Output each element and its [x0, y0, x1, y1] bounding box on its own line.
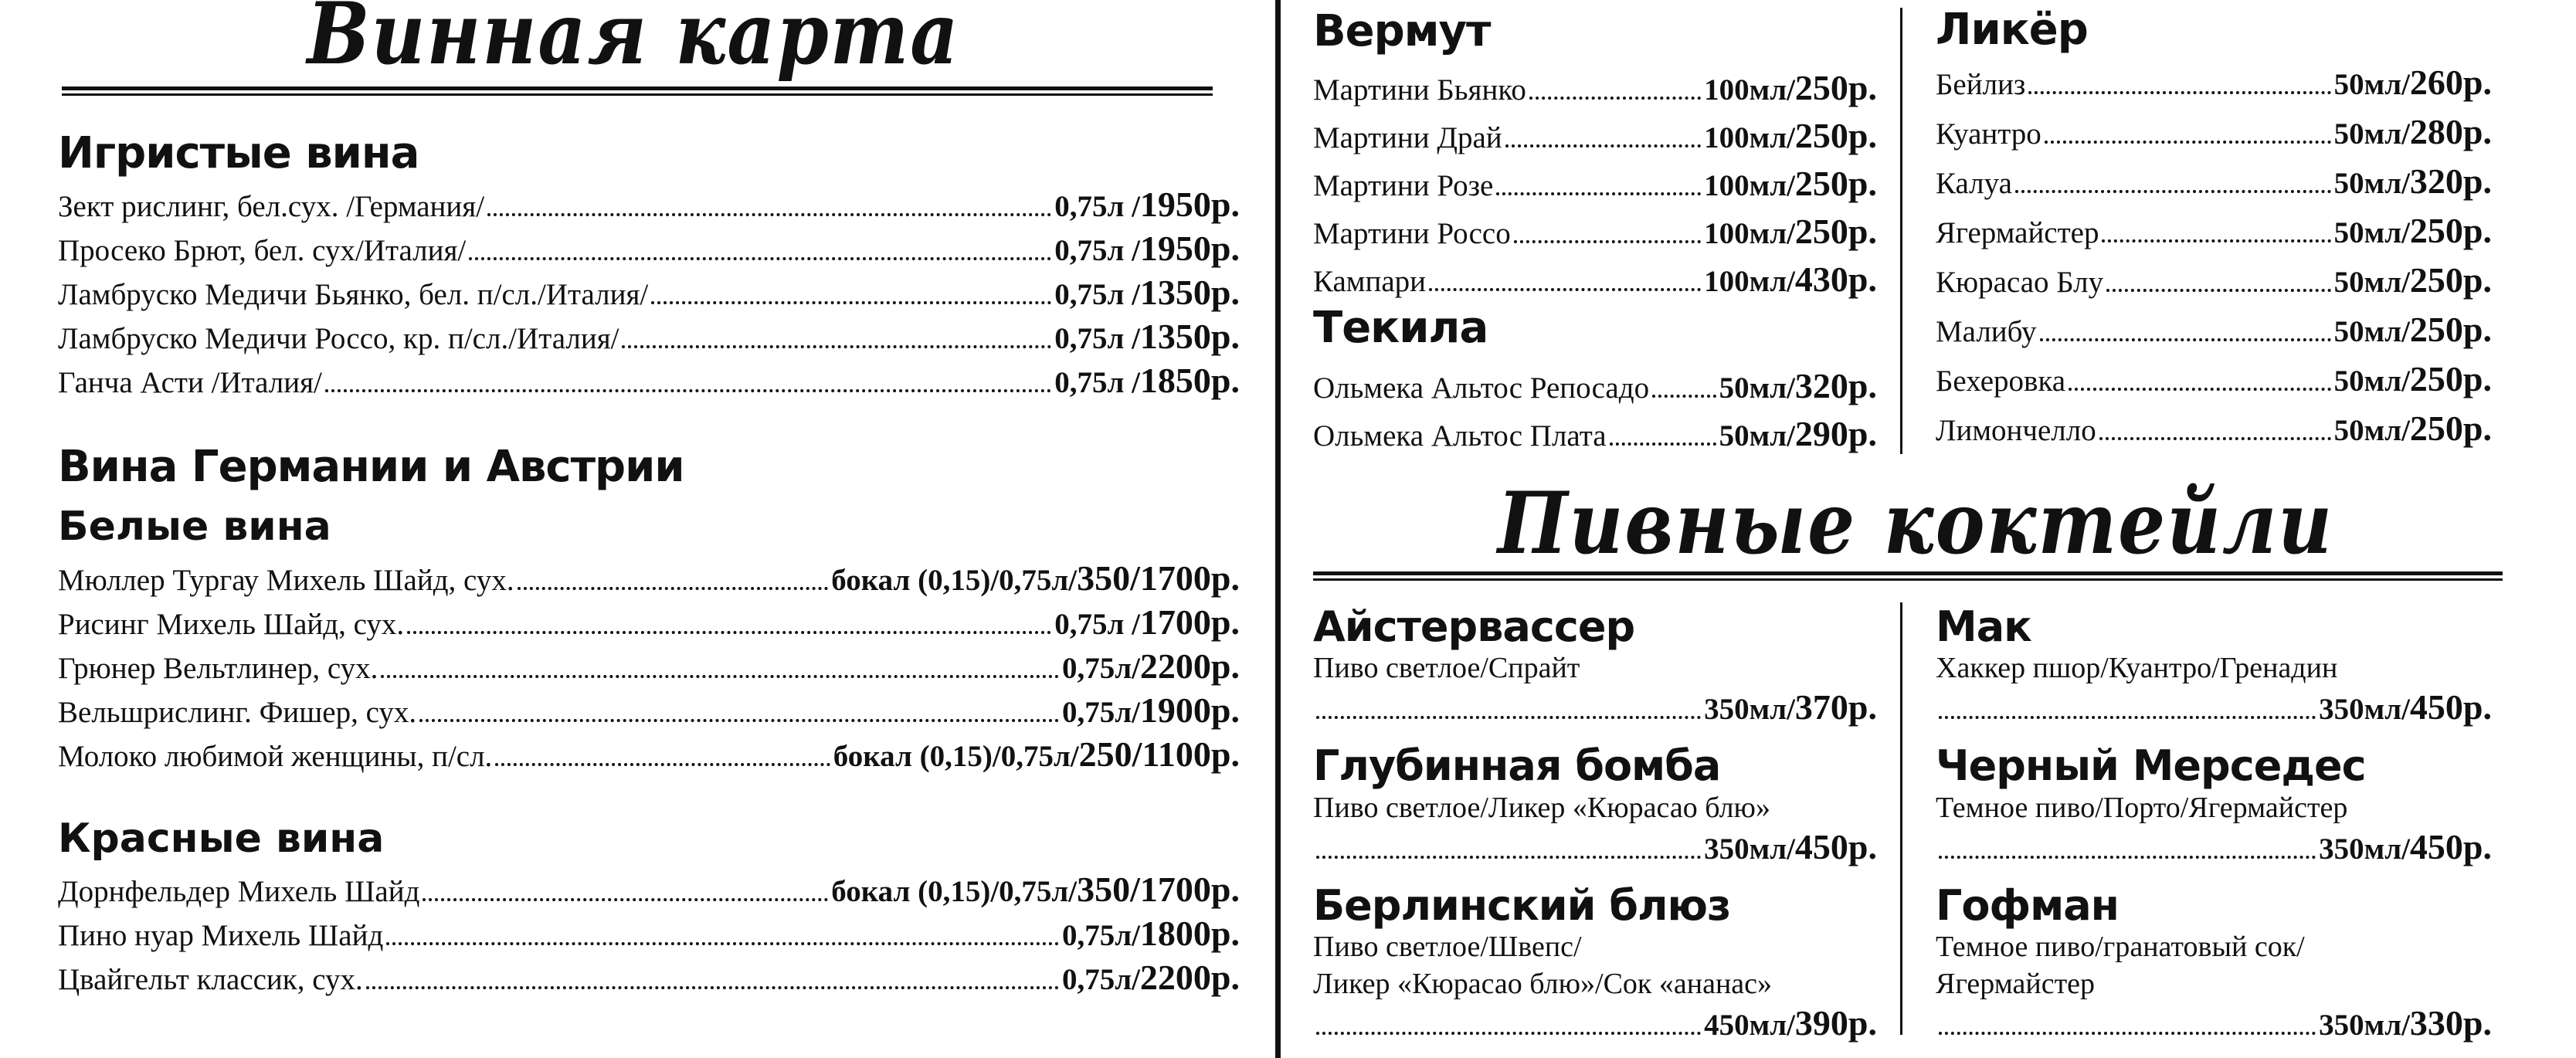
section-heading-germany: Вина Германии и Австрии [58, 442, 684, 492]
item-name: Молоко любимой женщины, п/сл. [58, 740, 493, 773]
cocktail-item [1313, 743, 1877, 870]
item-price: 330р. [2409, 1003, 2492, 1043]
item-name: Мюллер Тургау Михель Шайд, сух. [58, 564, 514, 597]
cocktail-item [1313, 880, 1877, 1046]
item-price-group [1704, 687, 1877, 731]
dot-leader [1529, 71, 1701, 100]
item-price: 250р. [2409, 260, 2492, 300]
cocktail-ingredients: Пиво светлое/Ликер «Кюрасао блю» [1313, 791, 1770, 824]
item-volume: 50мл/ [2333, 266, 2410, 299]
item-price-group [1704, 1002, 1877, 1046]
menu-item-row [1936, 405, 2492, 454]
cocktail-name: Мак [1936, 602, 2031, 651]
menu-item-row [58, 558, 1240, 602]
item-price: 2200р. [1139, 646, 1240, 686]
section-heading-liqueur: Ликёр [1936, 5, 2088, 55]
item-name: Ягермайстер [1936, 216, 2099, 249]
item-name: Зект рислинг, бел.сух. /Германия/ [58, 190, 485, 223]
cocktail-ingredients: Пиво светлое/Спрайт [1313, 652, 1580, 685]
dot-leader [1496, 167, 1701, 195]
item-volume: 350мл/ [2319, 1009, 2410, 1043]
item-price: 1950р. [1139, 185, 1240, 224]
item-price-group [1062, 690, 1240, 734]
item-volume: бокал (0,15)/0,75л/ [833, 740, 1079, 773]
item-price: 1700р. [1139, 602, 1240, 642]
item-name: Ольмека Альтос Репосадо [1313, 371, 1650, 405]
item-volume: 100мл/ [1704, 121, 1795, 154]
item-volume: 350мл/ [2319, 832, 2410, 866]
dot-leader [495, 738, 830, 766]
dot-leader [1939, 690, 2316, 719]
menu-item-row [58, 734, 1240, 778]
item-price-group [831, 558, 1240, 602]
item-volume: 350мл/ [2319, 693, 2410, 727]
item-price: 250р. [1794, 116, 1877, 155]
item-price-group [1719, 411, 1877, 459]
item-price: 280р. [2409, 112, 2492, 151]
item-price-group [1054, 316, 1240, 360]
item-name: Калуа [1936, 167, 2012, 200]
item-price-group [1054, 228, 1240, 272]
item-price: 1800р. [1139, 914, 1240, 953]
vermouth-list [1313, 65, 1877, 304]
menu-item-row [58, 602, 1240, 646]
item-name: Цвайгельт классик, сух. [58, 963, 363, 996]
dot-leader [2099, 412, 2331, 440]
item-price: 290р. [1794, 414, 1877, 453]
menu-item-row [58, 646, 1240, 690]
item-price: 250р. [2409, 211, 2492, 250]
item-price: 250р. [1794, 164, 1877, 203]
dot-leader [2028, 66, 2330, 94]
item-volume: 50мл/ [1719, 419, 1795, 453]
menu-item-row [58, 184, 1240, 228]
item-volume: 100мл/ [1704, 265, 1795, 298]
item-name: Мартини Розе [1313, 169, 1494, 202]
item-name: Рисинг Михель Шайд, сух. [58, 608, 405, 641]
item-price-group [1704, 161, 1877, 209]
cocktail-name: Черный Мерседес [1936, 741, 2366, 791]
item-name: Вельшрислинг. Фишер, сух. [58, 696, 417, 729]
item-volume: 0,75л / [1054, 322, 1140, 355]
item-price: 350/1700р. [1077, 558, 1240, 598]
item-volume: 0,75л/ [1061, 919, 1140, 952]
item-volume: 50мл/ [2333, 216, 2410, 249]
item-price-group [1704, 256, 1877, 304]
dot-leader [1505, 119, 1701, 148]
item-price: 250р. [1794, 212, 1877, 251]
menu-item-row [58, 272, 1240, 316]
item-price: 370р. [1794, 687, 1877, 727]
cocktail-ingredients: Темное пиво/Порто/Ягермайстер [1936, 791, 2348, 824]
item-price-group [2334, 207, 2492, 256]
item-price-group [1054, 184, 1240, 228]
item-volume: 50мл/ [2333, 68, 2410, 101]
item-volume: бокал (0,15)/0,75л/ [831, 875, 1078, 908]
menu-item-row [1936, 826, 2492, 870]
dot-leader [366, 961, 1059, 989]
item-name: Пино нуар Михель Шайд [58, 919, 384, 952]
beer-cocktails-title: Пивные коктейли [1497, 473, 2334, 574]
menu-item-row [1313, 209, 1877, 256]
item-name: Ламбруско Медичи Бьянко, бел. п/сл./Италия/ [58, 278, 649, 311]
item-price: 1350р. [1139, 273, 1240, 312]
dot-leader [1610, 417, 1716, 446]
menu-item-row [58, 913, 1240, 957]
white-wine-list [58, 558, 1240, 778]
menu-item-row [1936, 158, 2492, 207]
menu-item-row [1936, 687, 2492, 731]
tequila-list [1313, 363, 1877, 459]
menu-item-row [1936, 306, 2492, 355]
item-price: 390р. [1794, 1003, 1877, 1043]
item-price: 450р. [2409, 687, 2492, 727]
item-name: Ламбруско Медичи Россо, кр. п/сл./Италия/ [58, 322, 619, 355]
menu-item-row [1936, 207, 2492, 256]
dot-leader [381, 649, 1059, 678]
item-price: 430р. [1794, 259, 1877, 299]
item-volume: бокал (0,15)/0,75л/ [831, 564, 1078, 597]
menu-item-row [1936, 59, 2492, 108]
item-price-group [1704, 826, 1877, 870]
column-divider [1275, 0, 1281, 1058]
item-name: Просеко Брют, бел. сух/Италия/ [58, 234, 467, 267]
lower-divider [1900, 602, 1902, 1035]
subheading-red: Красные вина [58, 816, 385, 862]
dot-leader [469, 232, 1051, 260]
item-price-group [1704, 65, 1877, 113]
menu-item-row [58, 869, 1240, 913]
cocktail-name: Айстервассер [1313, 602, 1635, 651]
wine-list-title: Винная карта [307, 0, 960, 84]
item-volume: 50мл/ [2333, 315, 2410, 348]
menu-item-row [58, 316, 1240, 360]
menu-item-row [1313, 161, 1877, 209]
dot-leader [419, 693, 1059, 722]
red-wine-list [58, 869, 1240, 1001]
item-volume: 50мл/ [2333, 365, 2410, 398]
menu-item-row [1313, 113, 1877, 161]
dot-leader [407, 605, 1051, 634]
item-price-group [1704, 113, 1877, 161]
cocktail-ingredients: Хаккер пшор/Куантро/Гренадин [1936, 652, 2338, 685]
item-price: 320р. [2409, 161, 2492, 201]
item-volume: 100мл/ [1704, 73, 1795, 107]
menu-item-row [1936, 355, 2492, 405]
item-price: 1850р. [1139, 361, 1240, 400]
dot-leader [423, 873, 828, 901]
item-volume: 350мл/ [1704, 832, 1795, 866]
item-price: 250р. [2409, 310, 2492, 349]
item-volume: 0,75л / [1054, 366, 1140, 399]
item-name: Бейлиз [1936, 68, 2026, 101]
dot-leader [1316, 1006, 1701, 1035]
item-price-group [1054, 272, 1240, 316]
cocktail-item [1936, 604, 2492, 731]
menu-item-row [1313, 65, 1877, 113]
section-heading-sparkling: Игристые вина [58, 128, 419, 178]
item-volume: 450мл/ [1704, 1009, 1795, 1043]
item-price-group [2319, 1002, 2492, 1046]
item-price: 450р. [1794, 826, 1877, 866]
item-volume: 50мл/ [1719, 371, 1795, 405]
item-name: Грюнер Вельтлинер, сух. [58, 652, 378, 685]
item-name: Кюрасао Блу [1936, 266, 2104, 299]
item-name: Ганча Асти /Италия/ [58, 366, 322, 399]
menu-item-row [1936, 108, 2492, 158]
dot-leader [1316, 830, 1701, 859]
item-price-group [2334, 108, 2492, 158]
menu-item-row [1313, 411, 1877, 459]
dot-leader [2045, 115, 2331, 144]
item-price: 1950р. [1139, 229, 1240, 268]
item-price-group [1054, 360, 1240, 404]
dot-leader [1514, 215, 1701, 243]
cocktails-right [1936, 604, 2492, 1058]
dot-leader [386, 917, 1059, 945]
menu-item-row [1936, 256, 2492, 306]
item-price: 250р. [2409, 359, 2492, 398]
item-price: 250р. [1794, 68, 1877, 107]
item-volume: 100мл/ [1704, 169, 1795, 202]
beer-title-divider [1313, 571, 2503, 581]
item-price: 350/1700р. [1077, 870, 1240, 909]
item-price-group [2334, 306, 2492, 355]
dot-leader [1939, 830, 2316, 859]
sparkling-list [58, 184, 1240, 404]
cocktail-item [1936, 880, 2492, 1046]
dot-leader [518, 561, 829, 590]
item-volume: 0,75л / [1054, 190, 1140, 223]
item-name: Дорнфельдер Михель Шайд [58, 875, 420, 908]
cocktail-name: Глубинная бомба [1313, 741, 1721, 791]
item-price: 320р. [1794, 366, 1877, 405]
item-price: 2200р. [1139, 958, 1240, 997]
item-price: 1350р. [1139, 317, 1240, 356]
item-volume: 50мл/ [2333, 117, 2410, 151]
item-name: Мартини Драй [1313, 121, 1502, 154]
item-volume: 0,75л/ [1061, 696, 1140, 729]
menu-item-row [1313, 826, 1877, 870]
item-price-group [1062, 913, 1240, 957]
item-volume: 50мл/ [2333, 167, 2410, 200]
item-volume: 0,75л/ [1061, 963, 1140, 996]
item-volume: 100мл/ [1704, 217, 1795, 250]
item-price-group [2334, 405, 2492, 454]
menu-item-row [58, 228, 1240, 272]
item-price: 250/1100р. [1078, 734, 1240, 774]
dot-leader [1939, 1006, 2316, 1035]
item-price-group [1719, 363, 1877, 411]
menu-item-row [1313, 1002, 1877, 1046]
item-price-group [2319, 687, 2492, 731]
dot-leader [2069, 362, 2331, 391]
item-price-group [1054, 602, 1240, 646]
dot-leader [622, 320, 1051, 348]
menu-item-row [1313, 687, 1877, 731]
item-price: 260р. [2409, 63, 2492, 102]
dot-leader [1316, 690, 1701, 719]
item-price-group [1704, 209, 1877, 256]
item-price-group [2334, 158, 2492, 207]
cocktail-name: Гофман [1936, 880, 2119, 930]
dot-leader [2040, 313, 2331, 341]
section-heading-vermouth: Вермут [1313, 6, 1491, 56]
item-name: Бехеровка [1936, 365, 2066, 398]
cocktail-ingredients: Ягермайстер [1936, 968, 2096, 1001]
item-name: Лимончелло [1936, 414, 2096, 447]
cocktail-ingredients: Ликер «Кюрасао блю»/Сок «ананас» [1313, 968, 1773, 1001]
title-divider [62, 86, 1213, 96]
dot-leader [1652, 369, 1716, 398]
item-name: Кампари [1313, 265, 1427, 298]
item-price-group [2334, 355, 2492, 405]
item-volume: 0,75л / [1054, 608, 1140, 641]
item-price: 250р. [2409, 409, 2492, 448]
item-volume: 0,75л/ [1061, 652, 1140, 685]
cocktail-name: Берлинский блюз [1313, 880, 1731, 930]
dot-leader [1429, 263, 1701, 291]
item-price-group [2334, 256, 2492, 306]
menu-item-row [1313, 363, 1877, 411]
item-price: 450р. [2409, 826, 2492, 866]
dot-leader [2015, 164, 2331, 193]
menu-item-row [58, 957, 1240, 1001]
item-price-group [2334, 59, 2492, 108]
item-price-group [2319, 826, 2492, 870]
dot-leader [2106, 263, 2330, 292]
item-name: Мартини Бьянко [1313, 73, 1526, 107]
menu-item-row [1936, 1002, 2492, 1046]
item-name: Куантро [1936, 117, 2041, 151]
item-volume: 50мл/ [2333, 414, 2410, 447]
item-volume: 350мл/ [1704, 693, 1795, 727]
liqueur-list [1936, 59, 2492, 454]
upper-divider [1900, 8, 1902, 454]
section-heading-tequila: Текила [1313, 303, 1488, 353]
item-price-group [831, 869, 1240, 913]
item-price-group [833, 734, 1240, 778]
cocktails-left [1313, 604, 1877, 1058]
dot-leader [487, 188, 1051, 216]
item-name: Мартини Россо [1313, 217, 1511, 250]
item-volume: 0,75л / [1054, 278, 1140, 311]
menu-item-row [1313, 256, 1877, 304]
cocktail-item [1936, 743, 2492, 870]
menu-item-row [58, 690, 1240, 734]
dot-leader [325, 364, 1051, 392]
dot-leader [651, 276, 1051, 304]
subheading-white: Белые вина [58, 504, 331, 550]
cocktail-item [1313, 604, 1877, 731]
dot-leader [2102, 214, 2330, 242]
item-price-group [1062, 957, 1240, 1001]
item-price: 1900р. [1139, 690, 1240, 730]
cocktail-ingredients: Пиво светлое/Швепс/ [1313, 931, 1582, 964]
item-price-group [1062, 646, 1240, 690]
cocktail-ingredients: Темное пиво/гранатовый сок/ [1936, 931, 2305, 964]
item-volume: 0,75л / [1054, 234, 1140, 267]
menu-item-row [58, 360, 1240, 404]
item-name: Малибу [1936, 315, 2037, 348]
item-name: Ольмека Альтос Плата [1313, 419, 1607, 453]
